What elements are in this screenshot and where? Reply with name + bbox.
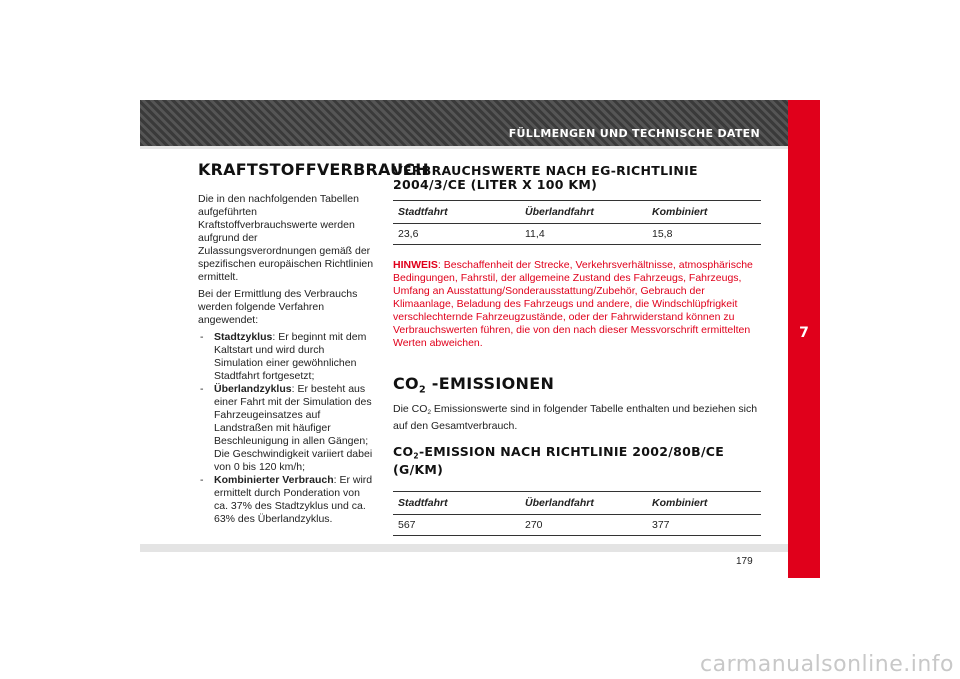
intro-paragraph: Die in den nachfolgenden Tabellen aufgeführten Kraftstoffverbrauchswerte werden aufgrund der Zulassungsverordnungen gemäß der spezifischen europäischen Richtlinien ermittelt.	[198, 193, 374, 283]
header-underline	[140, 146, 788, 149]
co2-heading	[393, 374, 761, 395]
bullet-text: : Er wird ermittelt durch Ponderation von ca. 37% des Stadtzyklus und ca. 63% des Überlandzyklus.	[214, 474, 373, 525]
list-item	[198, 474, 376, 526]
note-paragraph	[393, 259, 761, 350]
co2-heading-sub: 2	[418, 384, 426, 396]
column-header: Überlandfahrt	[520, 492, 647, 515]
chapter-number: 7	[799, 325, 809, 341]
table-cell: 11,4	[520, 224, 647, 245]
page-title: KRAFTSTOFFVERBRAUCH	[198, 160, 429, 179]
note-text: : Beschaffenheit der Strecke, Verkehrsverhältnisse, atmosphärische Bedingungen, Fahrstil, der allgemeine Zustand des Fahrzeugs, Fahrzeugs, Umfang an Ausstattung/Sonderausstattung/Zubehör, Gebrauch der Klimaanlage, Beladung des Fahrzeugs und andere, die Windschlüpfrigkeit verschlechternde Fahrzeugzustände, oder der Fahrwiderstand können zu Verbrauchswerten führen, die von den nach dieser Messvorschrift ermittelten Werten abweichen.	[393, 259, 753, 349]
footer-band	[140, 544, 788, 552]
bullet-dash: -	[200, 383, 204, 395]
chapter-tab	[788, 100, 820, 578]
column-header: Überlandfahrt	[520, 201, 647, 224]
co2-text-suffix: Emissionswerte sind in folgender Tabelle enthalten und beziehen sich auf den Gesamtverbrauch.	[393, 403, 758, 432]
bullet-text: : Er beginnt mit dem Kaltstart und wird durch Simulation einer gewöhnlichen Stadtfahrt fortgesetzt;	[214, 331, 367, 382]
cycle-list	[198, 331, 376, 526]
table-header-row	[393, 492, 761, 515]
table-row	[393, 515, 761, 536]
table-cell: 270	[520, 515, 647, 536]
bullet-term: Überlandzyklus	[214, 383, 292, 395]
column-header: Stadtfahrt	[393, 492, 520, 515]
table-cell: 15,8	[647, 224, 761, 245]
page-number: 179	[736, 556, 753, 567]
co2-subheading	[393, 445, 761, 478]
consumption-heading: VERBRAUCHSWERTE NACH EG-RICHTLINIE 2004/3/CE (LITER X 100 KM)	[393, 163, 698, 192]
column-header: Kombiniert	[647, 201, 761, 224]
table-cell: 567	[393, 515, 520, 536]
consumption-table	[393, 200, 761, 245]
table-header-row	[393, 201, 761, 224]
bullet-term: Kombinierter Verbrauch	[214, 474, 334, 486]
co2-text-sub: 2	[427, 409, 431, 417]
bullet-text: : Er besteht aus einer Fahrt mit der Simulation des Fahrzeugeinsatzes auf Landstraßen mit häufiger Beschleunigung in allen Gängen; Die Geschwindigkeit variiert dabei von 0 bis 120 km/h;	[214, 383, 373, 473]
co2-subheading-suffix: -EMISSION NACH RICHTLINIE 2002/80B/CE (G/KM)	[393, 443, 725, 478]
co2-subheading-sub: 2	[413, 451, 419, 461]
method-intro: Bei der Ermittlung des Verbrauchs werden folgende Verfahren angewendet:	[198, 288, 358, 326]
co2-table	[393, 491, 761, 536]
bullet-dash: -	[200, 474, 204, 486]
list-item	[198, 331, 376, 383]
table-row	[393, 224, 761, 245]
co2-heading-suffix: -EMISSIONEN	[425, 374, 555, 393]
co2-subheading-prefix: CO	[393, 443, 414, 459]
note-label: HINWEIS	[393, 259, 438, 271]
bullet-term: Stadtzyklus	[214, 331, 273, 343]
right-column	[393, 164, 761, 536]
list-item	[198, 383, 376, 474]
column-header: Kombiniert	[647, 492, 761, 515]
co2-intro	[393, 403, 761, 432]
section-title: FÜLLMENGEN UND TECHNISCHE DATEN	[508, 127, 760, 140]
co2-text-prefix: Die CO	[393, 403, 428, 416]
table-cell: 377	[647, 515, 761, 536]
bullet-dash: -	[200, 331, 204, 343]
header-band	[140, 100, 788, 146]
table-cell: 23,6	[393, 224, 520, 245]
column-header: Stadtfahrt	[393, 201, 520, 224]
co2-heading-prefix: CO	[393, 374, 419, 393]
watermark: carmanualsonline.info	[700, 652, 954, 677]
